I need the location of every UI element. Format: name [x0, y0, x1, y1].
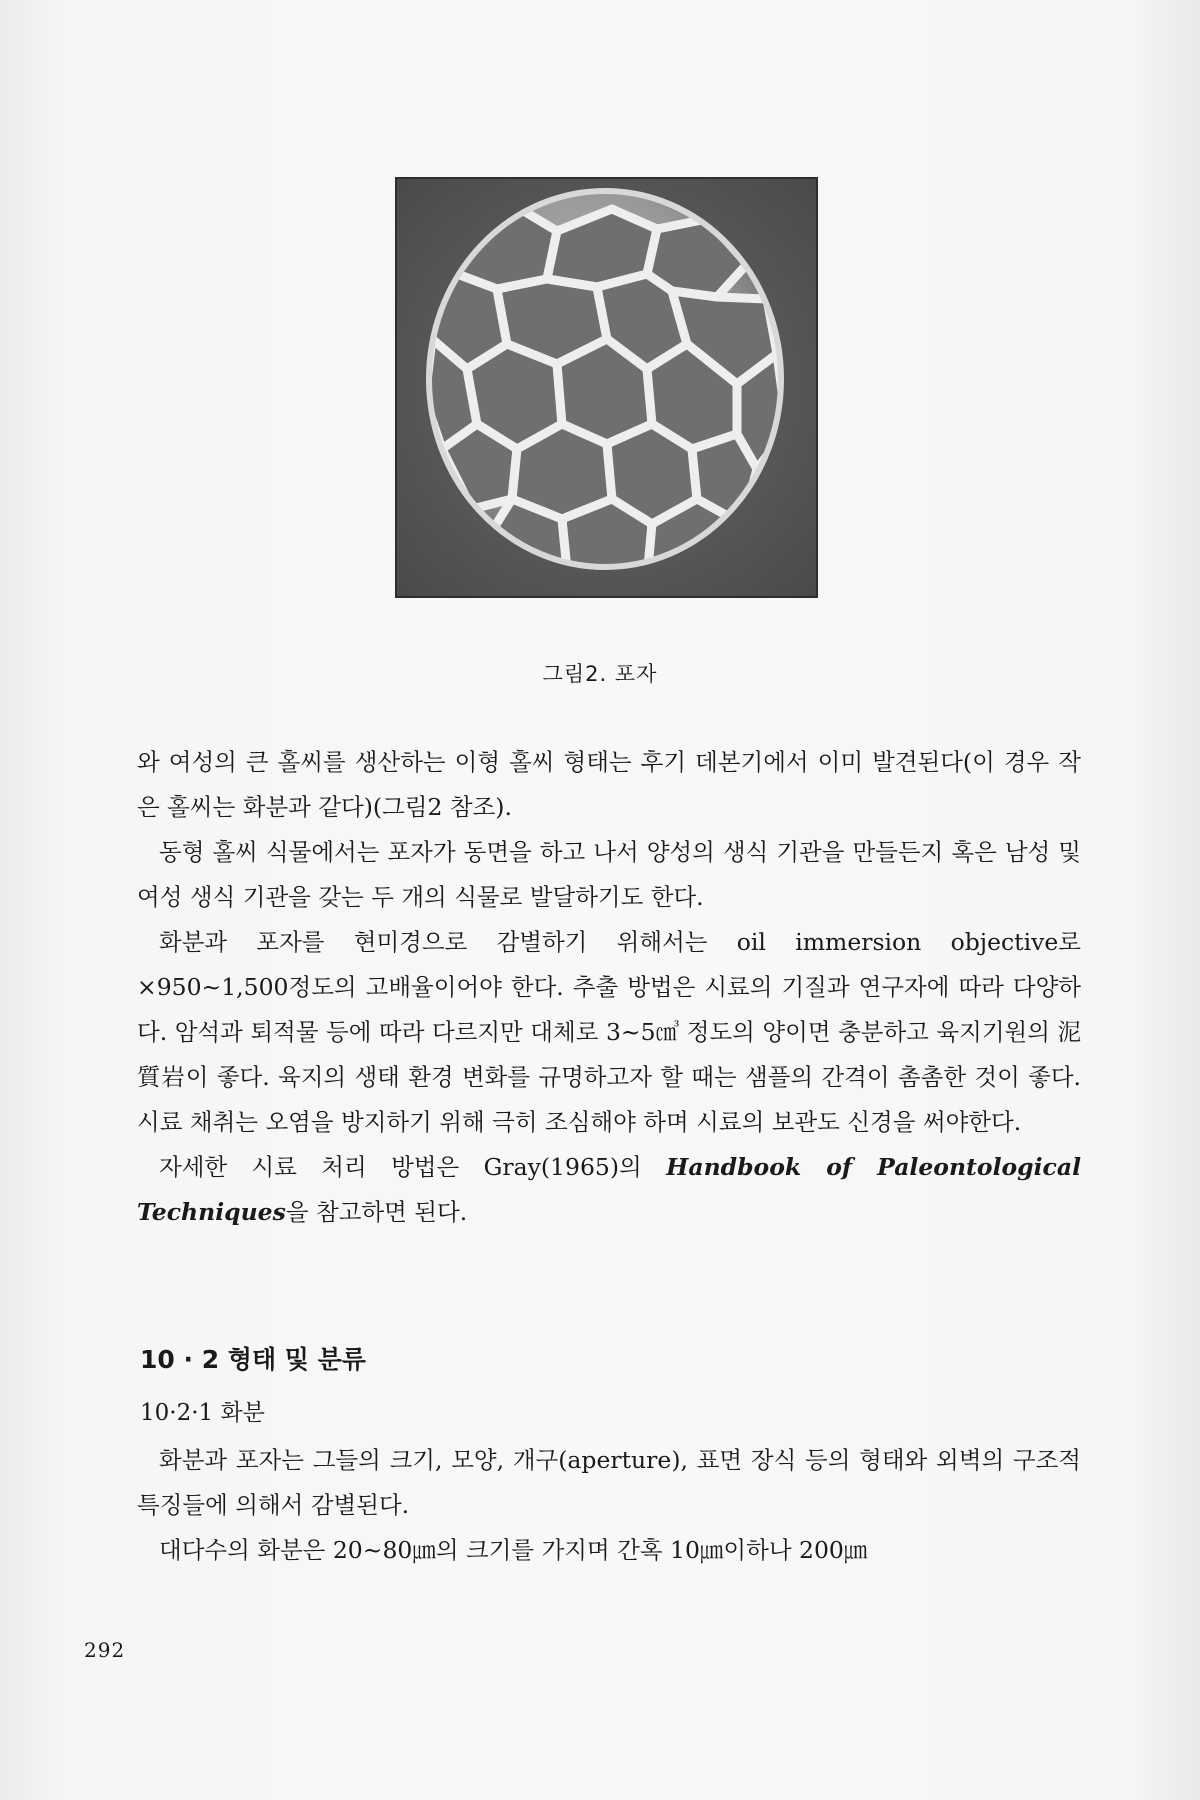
- paragraph: 동형 홀씨 식물에서는 포자가 동면을 하고 나서 양성의 생식 기관을 만들든지 혹은 남성 및 여성 생식 기관을 갖는 두 개의 식물로 발달하기도 한다.: [137, 838, 1081, 911]
- page-number: 292: [84, 1638, 126, 1662]
- body-text: [137, 740, 1081, 1235]
- section-heading: 10 · 2 형태 및 분류: [140, 1345, 366, 1374]
- subsection-heading: 10·2·1 화분: [140, 1400, 265, 1426]
- spore-image-icon: [395, 177, 818, 598]
- paragraph: 화분과 포자를 현미경으로 감별하기 위해서는 oil immersion objective로 ×950~1,500정도의 고배율이어야 한다. 추출 방법은 시료의 기질과 연구자에 따라 다양하다. 암석과 퇴적물 등에 따라 다르지만 대체로 3~5㎤ 정도의 양이면 충분하고 육지기원의 泥質岩이 좋다. 육지의 생태 환경 변화를 규명하고자 할 때는 샘플의 간격이 촘촘한 것이 좋다. 시료 채취는 오염을 방지하기 위해 극히 조심해야 하며 시료의 보관도 신경을 써야한다.: [137, 928, 1081, 1136]
- reference-paragraph: [137, 1145, 1081, 1235]
- paragraph: 와 여성의 큰 홀씨를 생산하는 이형 홀씨 형태는 후기 데본기에서 이미 발견된다(이 경우 작은 홀씨는 화분과 같다)(그림2 참조).: [137, 748, 1081, 821]
- paragraph: 화분과 포자는 그들의 크기, 모양, 개구(aperture), 표면 장식 등의 형태와 외벽의 구조적 특징들에 의해서 감별된다.: [137, 1446, 1081, 1519]
- reference-title: Handbook of Paleontological Techniques: [137, 1153, 1082, 1226]
- section-body-text: [137, 1438, 1081, 1573]
- figure-caption: 그림2. 포자: [542, 662, 658, 686]
- reference-text-after: 을 참고하면 된다.: [285, 1198, 468, 1226]
- reference-text-before: 자세한 시료 처리 방법은 Gray(1965)의: [159, 1153, 667, 1181]
- paragraph: 대다수의 화분은 20~80㎛의 크기를 가지며 간혹 10㎛이하나 200㎛: [159, 1536, 868, 1564]
